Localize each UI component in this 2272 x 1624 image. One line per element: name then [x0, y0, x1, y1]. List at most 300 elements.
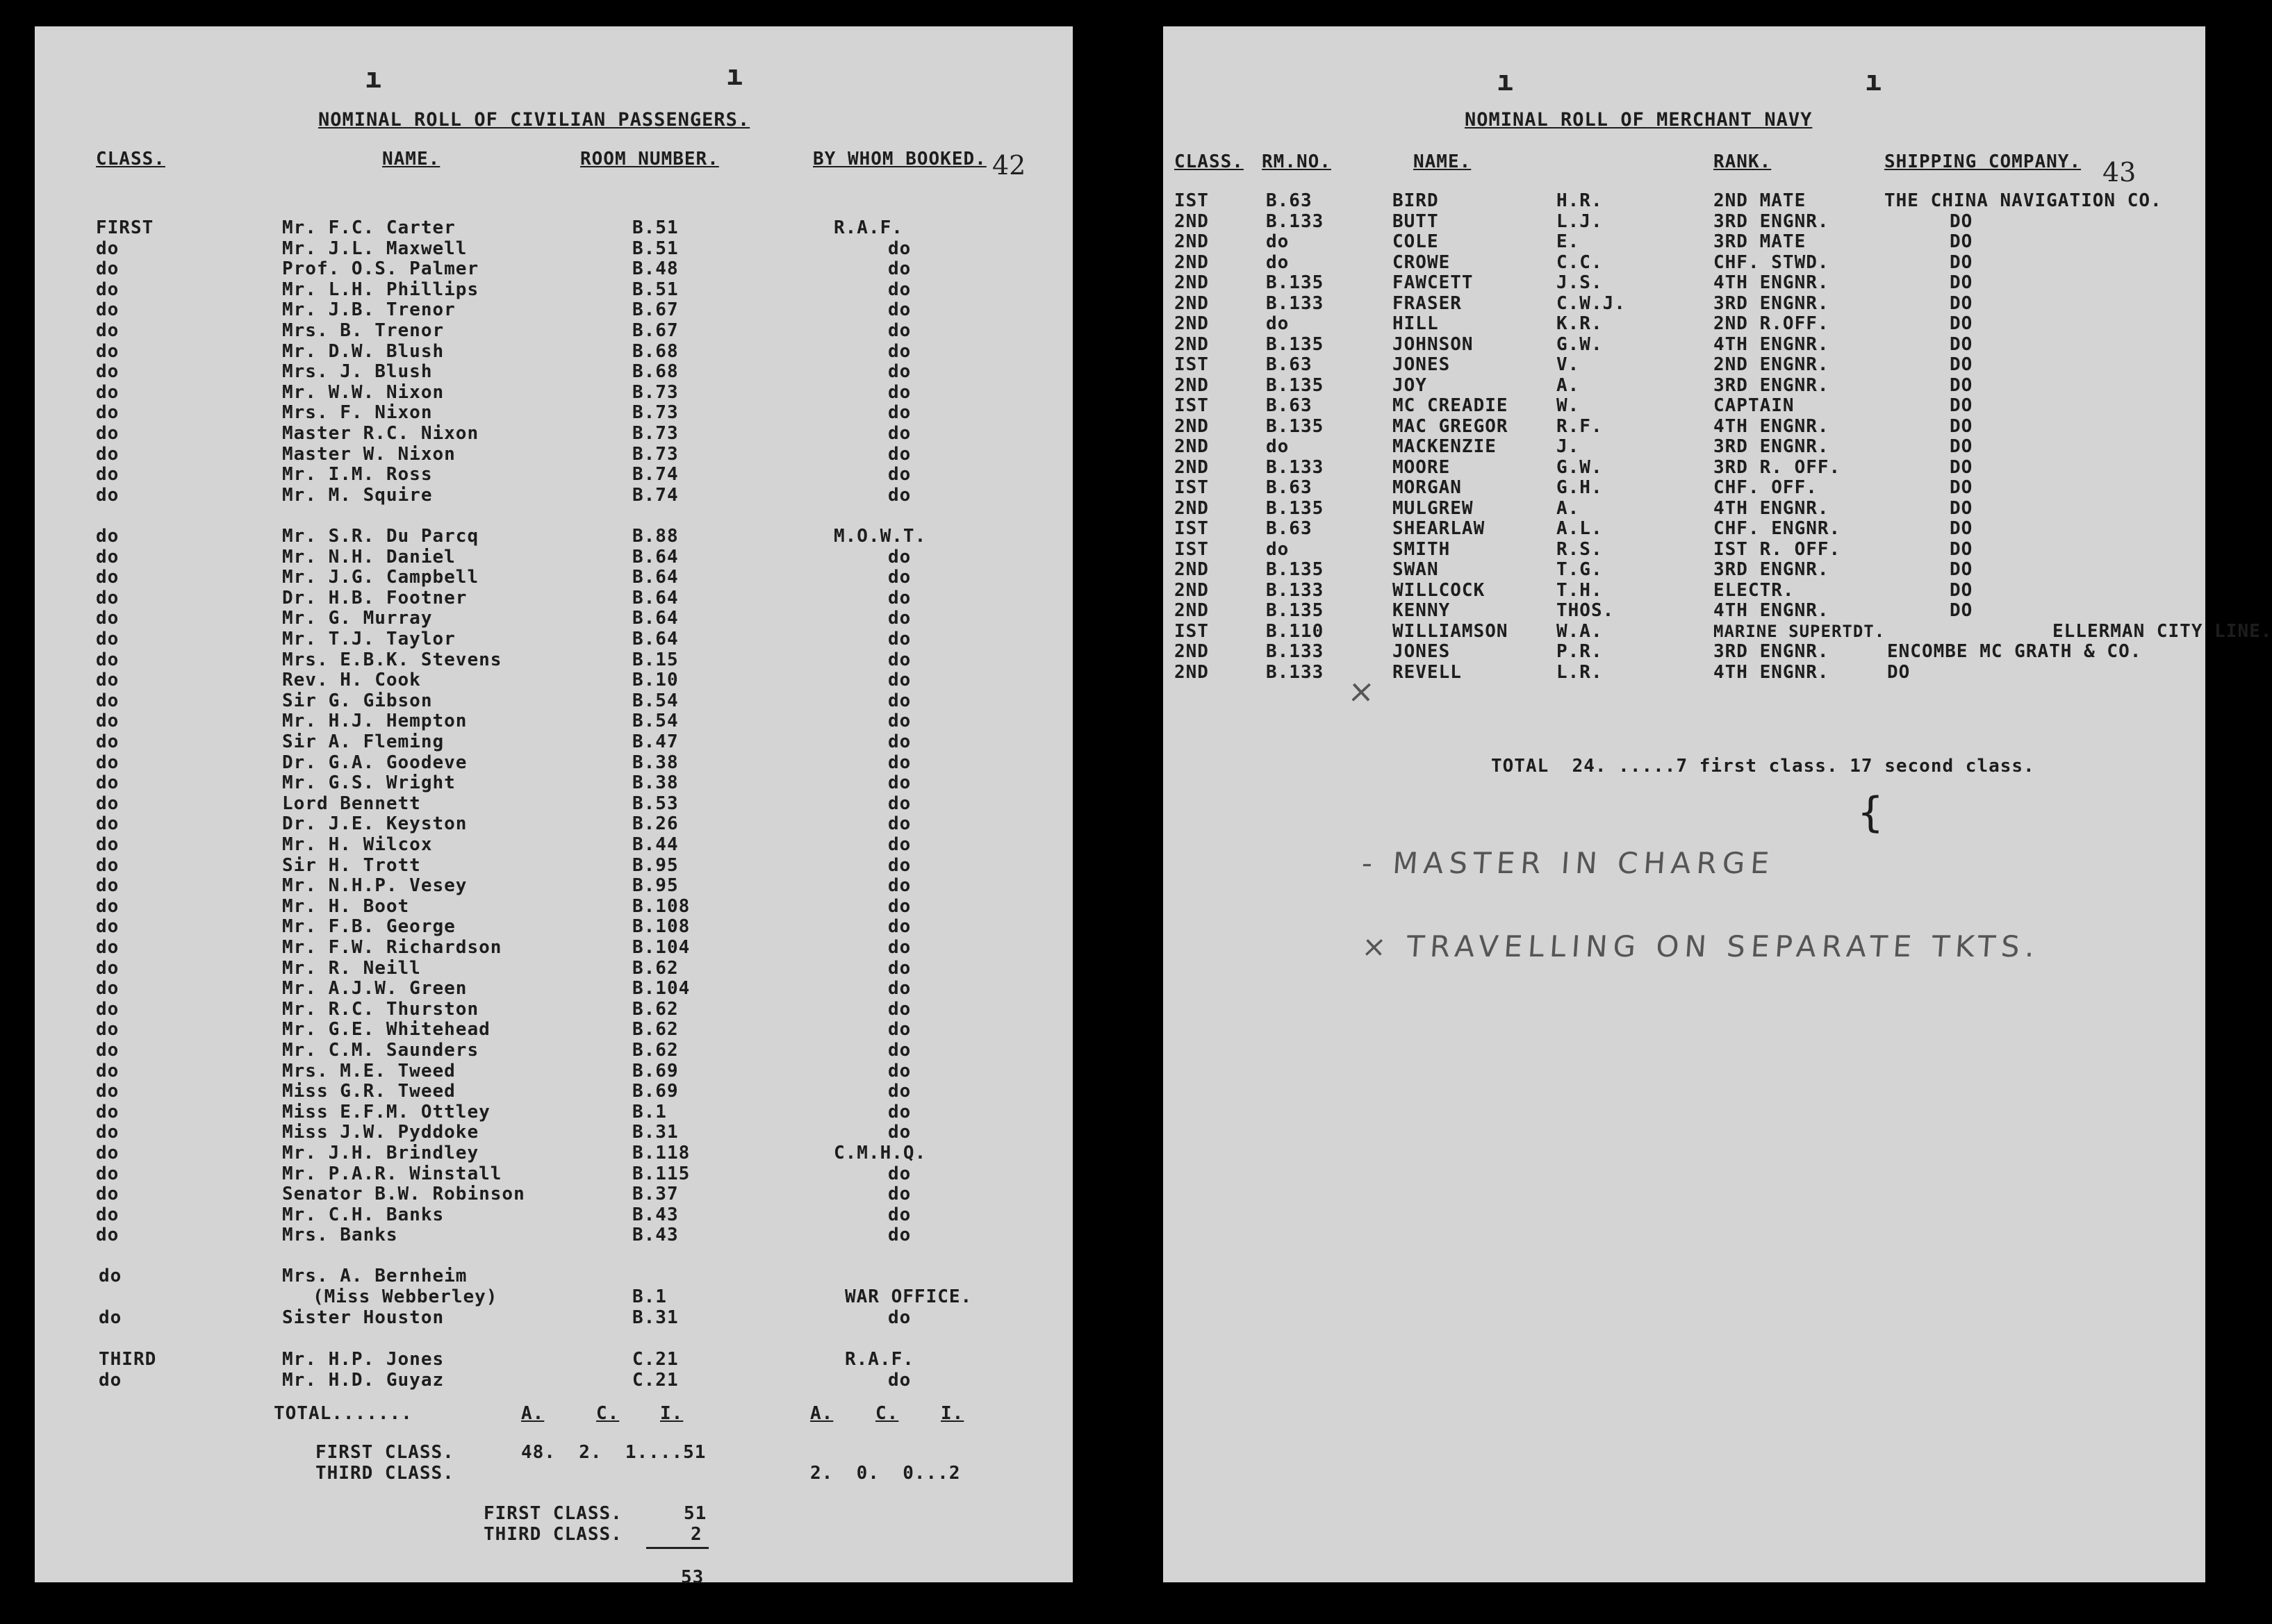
totals-third-class-values: 2. 0. 0...2 [810, 1463, 961, 1484]
row-room: B.64 [632, 567, 679, 588]
row-room: B.63 [1266, 395, 1312, 416]
row-shipping-company: DO [1950, 374, 1973, 396]
row-class: do [96, 423, 120, 444]
merchant-navy-total: TOTAL 24. .....7 first class. 17 second class. [1491, 756, 2035, 777]
row-room: B.51 [632, 217, 679, 238]
row-rank: 4TH ENGNR. [1713, 661, 1829, 683]
row-rank: 3RD R. OFF. [1713, 456, 1841, 478]
row-room: B.63 [1266, 190, 1312, 211]
row-room: B.133 [1266, 292, 1324, 314]
row-name: Mr. G. Murray [282, 608, 433, 629]
row-initials: C.C. [1556, 251, 1603, 273]
row-booked-by: do [888, 1225, 912, 1246]
row-name: Mrs. F. Nixon [282, 402, 433, 424]
row-class: IST [1174, 538, 1209, 560]
left-document-page [35, 26, 1073, 1588]
punch-mark: ı [1497, 65, 1514, 97]
column-header-name: NAME. [382, 149, 441, 169]
row-initials: C.W.J. [1556, 292, 1626, 314]
row-shipping-company: DO [1950, 497, 1973, 519]
summary-first-class-label: FIRST CLASS. [484, 1503, 623, 1524]
row-room: B.63 [1266, 518, 1312, 539]
row-class: do [96, 402, 120, 424]
row-booked-by: WAR OFFICE. [845, 1286, 973, 1307]
row-name: BIRD [1392, 190, 1439, 211]
row-initials: W.A. [1556, 620, 1603, 642]
row-name: Mr. J.B. Trenor [282, 299, 456, 321]
row-booked-by: do [888, 978, 912, 1000]
row-name: Mr. C.M. Saunders [282, 1040, 479, 1061]
row-shipping-company: DO [1950, 579, 1973, 601]
row-class: do [96, 238, 120, 259]
row-name: Mrs. J. Blush [282, 361, 433, 383]
row-room: B.62 [632, 1040, 679, 1061]
row-room: B.88 [632, 526, 679, 547]
row-room: B.31 [632, 1307, 679, 1328]
row-booked-by: do [888, 1019, 912, 1041]
row-room: B.133 [1266, 579, 1324, 601]
totals-third-class-label: THIRD CLASS. [315, 1463, 454, 1484]
row-room: B.64 [632, 629, 679, 649]
row-room: B.62 [632, 998, 679, 1020]
row-name: Mrs. A. Bernheim [282, 1266, 468, 1286]
row-room: B.67 [632, 320, 679, 341]
handwritten-note-separate-tickets: × TRAVELLING ON SEPARATE TKTS. [1360, 929, 2041, 963]
row-initials: T.H. [1556, 579, 1603, 601]
row-name: Mr. R.C. Thurston [282, 998, 479, 1020]
row-name: FRASER [1392, 292, 1462, 314]
row-room: B.69 [632, 1081, 679, 1102]
row-name: Sir A. Fleming [282, 731, 445, 752]
row-name: Mr. H. Boot [282, 895, 410, 917]
row-class: do [96, 279, 120, 300]
row-shipping-company: DO [1950, 333, 1973, 355]
row-shipping-company: DO [1950, 415, 1973, 437]
row-room: B.73 [632, 381, 679, 403]
row-room: B.26 [632, 813, 679, 835]
row-class: do [96, 772, 120, 794]
row-class: do [96, 834, 120, 855]
row-name: SMITH [1392, 538, 1451, 560]
row-booked-by: do [888, 1184, 912, 1205]
row-room: C.21 [632, 1349, 679, 1370]
row-booked-by: do [888, 854, 912, 876]
row-name: Mr. A.J.W. Green [282, 978, 468, 1000]
row-room: B.135 [1266, 374, 1324, 396]
row-room: B.135 [1266, 272, 1324, 293]
summary-third-class-value: 2 [691, 1524, 702, 1545]
row-shipping-company: DO [1950, 292, 1973, 314]
column-header-room: ROOM NUMBER. [580, 149, 719, 169]
row-room: B.73 [632, 423, 679, 444]
row-name: Mr. D.W. Blush [282, 340, 445, 362]
row-booked-by: do [888, 1060, 912, 1082]
row-rank: 2ND ENGNR. [1713, 354, 1829, 375]
row-rank: 3RD ENGNR. [1713, 292, 1829, 314]
row-booked-by: do [888, 752, 912, 773]
row-name: Mr. H. Wilcox [282, 834, 433, 855]
row-name: Mr. I.M. Ross [282, 464, 433, 486]
row-shipping-company: DO [1950, 518, 1973, 539]
row-name: Mr. N.H.P. Vesey [282, 875, 468, 897]
row-class: do [96, 587, 120, 608]
row-room: B.110 [1266, 620, 1324, 642]
row-name: Master W. Nixon [282, 443, 456, 465]
row-class: do [96, 813, 120, 835]
column-header-room: RM.NO. [1262, 151, 1331, 172]
row-room: B.135 [1266, 559, 1324, 580]
row-class: IST [1174, 395, 1209, 416]
row-rank: CHF. STWD. [1713, 251, 1829, 273]
row-room: B.67 [632, 299, 679, 321]
row-class: 2ND [1174, 600, 1209, 621]
row-class: do [96, 1122, 120, 1143]
row-booked-by: do [888, 238, 912, 259]
row-name: Miss J.W. Pyddoke [282, 1122, 479, 1143]
punch-mark: ı [365, 63, 382, 94]
row-name: Mr. M. Squire [282, 484, 433, 506]
row-class: 2ND [1174, 231, 1209, 252]
row-room: B.68 [632, 340, 679, 362]
row-name: KENNY [1392, 600, 1451, 621]
row-class: 2ND [1174, 313, 1209, 334]
row-room: B.37 [632, 1184, 679, 1205]
row-class: do [99, 1266, 122, 1286]
row-name: Mr. J.H. Brindley [282, 1143, 479, 1163]
row-booked-by: do [888, 381, 912, 403]
totals-col-c-third: C. [875, 1403, 899, 1424]
row-booked-by: do [888, 1204, 912, 1225]
row-room: B.68 [632, 361, 679, 383]
row-name: MOORE [1392, 456, 1451, 478]
row-name: Mr. W.W. Nixon [282, 381, 445, 403]
row-initials: V. [1556, 354, 1580, 375]
row-class: 2ND [1174, 415, 1209, 437]
row-name: FAWCETT [1392, 272, 1474, 293]
column-header-booked-by: BY WHOM BOOKED. [813, 149, 987, 169]
row-name: Mr. N.H. Daniel [282, 546, 456, 567]
row-booked-by: C.M.H.Q. [834, 1143, 927, 1163]
row-room: B.104 [632, 937, 691, 958]
row-shipping-company: DO [1950, 251, 1973, 273]
row-room: B.47 [632, 731, 679, 752]
left-title: NOMINAL ROLL OF CIVILIAN PASSENGERS. [318, 109, 750, 131]
row-room: B.64 [632, 546, 679, 567]
row-booked-by: do [888, 895, 912, 917]
right-document-page [1163, 26, 2272, 1582]
row-class: do [96, 690, 120, 711]
row-name: JONES [1392, 641, 1451, 662]
row-name: Mr. J.G. Campbell [282, 567, 479, 588]
row-booked-by: do [888, 402, 912, 424]
row-booked-by: do [888, 690, 912, 711]
row-initials: A. [1556, 497, 1580, 519]
summary-third-class-label: THIRD CLASS. [484, 1524, 623, 1545]
row-class: do [96, 731, 120, 752]
row-initials: K.R. [1556, 313, 1603, 334]
totals-col-i: I. [660, 1403, 684, 1424]
row-booked-by: do [888, 916, 912, 938]
row-booked-by: do [888, 957, 912, 979]
row-class: do [96, 608, 120, 629]
totals-first-class-values: 48. 2. 1....51 [521, 1442, 707, 1463]
row-class: do [96, 320, 120, 341]
row-shipping-company: DO [1887, 661, 1911, 683]
row-name: Dr. H.B. Footner [282, 587, 468, 608]
row-booked-by: do [888, 937, 912, 958]
row-class: do [96, 998, 120, 1020]
row-room: B.54 [632, 690, 679, 711]
row-initials: G.H. [1556, 477, 1603, 498]
row-name: Mr. C.H. Banks [282, 1204, 445, 1225]
row-room: B.108 [632, 916, 691, 938]
row-shipping-company: DO [1950, 210, 1973, 232]
punch-mark: ı [1865, 65, 1882, 97]
row-initials: R.F. [1556, 415, 1603, 437]
row-rank: ELECTR. [1713, 579, 1795, 601]
row-name: SHEARLAW [1392, 518, 1485, 539]
row-room: B.10 [632, 670, 679, 691]
row-class: do [96, 978, 120, 1000]
row-name: MULGREW [1392, 497, 1474, 519]
row-room: B.54 [632, 711, 679, 732]
row-class: do [96, 793, 120, 814]
row-booked-by: do [888, 731, 912, 752]
grand-total: 53 [681, 1567, 705, 1588]
row-class: do [96, 526, 120, 547]
row-booked-by: do [888, 1040, 912, 1061]
row-booked-by: do [888, 320, 912, 341]
row-booked-by: do [888, 711, 912, 732]
row-shipping-company: DO [1950, 538, 1973, 560]
row-rank: 2ND R.OFF. [1713, 313, 1829, 334]
row-name: JOHNSON [1392, 333, 1474, 355]
column-header-class: CLASS. [96, 149, 165, 169]
row-room: B.74 [632, 464, 679, 486]
row-class: FIRST [96, 217, 154, 238]
row-room: B.31 [632, 1122, 679, 1143]
row-class: do [96, 752, 120, 773]
row-shipping-company: DO [1950, 436, 1973, 457]
row-booked-by: do [888, 1370, 912, 1391]
row-name: BUTT [1392, 210, 1439, 232]
row-class: IST [1174, 620, 1209, 642]
row-class: do [96, 546, 120, 567]
row-name: Dr. J.E. Keyston [282, 813, 468, 835]
row-rank: 4TH ENGNR. [1713, 333, 1829, 355]
row-booked-by: do [888, 793, 912, 814]
row-shipping-company: THE CHINA NAVIGATION CO. [1884, 190, 2162, 211]
row-booked-by: do [888, 1101, 912, 1122]
row-room: B.133 [1266, 456, 1324, 478]
row-room: B.15 [632, 649, 679, 670]
row-class: do [96, 1225, 120, 1246]
row-room: B.48 [632, 258, 679, 280]
row-booked-by: do [888, 875, 912, 897]
row-class: do [96, 258, 120, 280]
row-rank: CAPTAIN [1713, 395, 1795, 416]
row-class: IST [1174, 354, 1209, 375]
row-rank: MARINE SUPERTDT. [1713, 621, 1886, 641]
totals-label: TOTAL....... [274, 1403, 413, 1424]
row-class: 2ND [1174, 272, 1209, 293]
row-room: do [1266, 436, 1290, 457]
row-room: B.53 [632, 793, 679, 814]
row-name: Mr. T.J. Taylor [282, 629, 456, 649]
row-name: COLE [1392, 231, 1439, 252]
row-booked-by: do [888, 813, 912, 835]
side-marker: × [1347, 672, 1379, 710]
row-room: B.1 [632, 1286, 667, 1307]
row-shipping-company: DO [1950, 477, 1973, 498]
row-class: do [96, 957, 120, 979]
row-name: Mrs. B. Trenor [282, 320, 445, 341]
row-booked-by: do [888, 1122, 912, 1143]
row-room: do [1266, 231, 1290, 252]
row-booked-by: do [888, 629, 912, 649]
row-name: Mr. J.L. Maxwell [282, 238, 468, 259]
row-rank: 3RD ENGNR. [1713, 559, 1829, 580]
row-name: WILLCOCK [1392, 579, 1485, 601]
row-name: Mr. F.B. George [282, 916, 456, 938]
row-class: 2ND [1174, 559, 1209, 580]
row-initials: G.W. [1556, 333, 1603, 355]
row-class: do [96, 875, 120, 897]
row-room: B.95 [632, 854, 679, 876]
row-name: Mrs. E.B.K. Stevens [282, 649, 502, 670]
row-rank: 3RD ENGNR. [1713, 374, 1829, 396]
row-room: B.44 [632, 834, 679, 855]
row-class: do [96, 629, 120, 649]
row-room: C.21 [632, 1370, 679, 1391]
row-booked-by: do [888, 1081, 912, 1102]
row-name: Sir H. Trott [282, 854, 421, 876]
row-room: B.108 [632, 895, 691, 917]
row-class: 2ND [1174, 456, 1209, 478]
row-name: MORGAN [1392, 477, 1462, 498]
row-class: do [96, 1040, 120, 1061]
row-rank: 3RD ENGNR. [1713, 641, 1829, 662]
row-name: Mr. P.A.R. Winstall [282, 1163, 502, 1184]
row-name: Sir G. Gibson [282, 690, 433, 711]
row-shipping-company: DO [1950, 354, 1973, 375]
totals-first-class-label: FIRST CLASS. [315, 1442, 454, 1463]
row-shipping-company: DO [1950, 231, 1973, 252]
row-room: do [1266, 251, 1290, 273]
row-room: B.73 [632, 443, 679, 465]
row-room: B.73 [632, 402, 679, 424]
page-number: 43 [2102, 157, 2137, 188]
row-room: B.51 [632, 279, 679, 300]
row-initials: T.G. [1556, 559, 1603, 580]
row-rank: 3RD ENGNR. [1713, 436, 1829, 457]
row-rank: 3RD ENGNR. [1713, 210, 1829, 232]
row-class: 2ND [1174, 436, 1209, 457]
row-initials: L.R. [1556, 661, 1603, 683]
row-booked-by: do [888, 834, 912, 855]
row-class: 2ND [1174, 251, 1209, 273]
row-class: do [96, 443, 120, 465]
row-class: do [96, 1204, 120, 1225]
row-name: SWAN [1392, 559, 1439, 580]
row-initials: J. [1556, 436, 1580, 457]
row-class: do [96, 1060, 120, 1082]
right-title: NOMINAL ROLL OF MERCHANT NAVY [1465, 109, 1813, 131]
row-room: B.135 [1266, 600, 1324, 621]
row-shipping-company: DO [1950, 600, 1973, 621]
row-initials: L.J. [1556, 210, 1603, 232]
row-booked-by: do [888, 340, 912, 362]
row-name: Mr. F.W. Richardson [282, 937, 502, 958]
row-room: do [1266, 538, 1290, 560]
row-room: B.133 [1266, 210, 1324, 232]
row-booked-by: R.A.F. [834, 217, 903, 238]
row-room: B.115 [632, 1163, 691, 1184]
row-name: Master R.C. Nixon [282, 423, 479, 444]
row-initials: A.L. [1556, 518, 1603, 539]
row-name: WILLIAMSON [1392, 620, 1508, 642]
row-room: B.133 [1266, 641, 1324, 662]
row-name: Mr. H.P. Jones [282, 1349, 445, 1370]
row-name: Rev. H. Cook [282, 670, 421, 691]
row-initials: E. [1556, 231, 1580, 252]
separate-tickets-brace: { [1858, 788, 1884, 837]
row-room: B.64 [632, 608, 679, 629]
row-class: 2ND [1174, 374, 1209, 396]
row-shipping-company: ENCOMBE MC GRATH & CO. [1887, 641, 2142, 662]
row-name: Dr. G.A. Goodeve [282, 752, 468, 773]
row-class: 2ND [1174, 579, 1209, 601]
row-name: Mr. G.S. Wright [282, 772, 456, 794]
row-class: do [96, 299, 120, 321]
row-booked-by: do [888, 464, 912, 486]
totals-col-a-third: A. [810, 1403, 834, 1424]
row-room: B.69 [632, 1060, 679, 1082]
row-class: do [96, 670, 120, 691]
row-booked-by: do [888, 772, 912, 794]
row-class: do [96, 854, 120, 876]
row-class: 2ND [1174, 641, 1209, 662]
row-class: do [96, 1101, 120, 1122]
row-booked-by: M.O.W.T. [834, 526, 927, 547]
row-room: B.63 [1266, 477, 1312, 498]
row-booked-by: do [888, 484, 912, 506]
totals-col-c: C. [596, 1403, 620, 1424]
row-room: B.43 [632, 1225, 679, 1246]
row-booked-by: do [888, 546, 912, 567]
punch-mark: ı [726, 60, 743, 92]
row-class: IST [1174, 477, 1209, 498]
row-class: do [96, 649, 120, 670]
row-booked-by: do [888, 608, 912, 629]
totals-col-a: A. [521, 1403, 545, 1424]
row-class: do [96, 1019, 120, 1041]
row-room: B.135 [1266, 333, 1324, 355]
row-room: B.63 [1266, 354, 1312, 375]
row-room: B.118 [632, 1143, 691, 1163]
row-initials: W. [1556, 395, 1580, 416]
row-booked-by: do [888, 649, 912, 670]
column-header-shipping-company: SHIPPING COMPANY. [1884, 151, 2082, 172]
column-header-class: CLASS. [1174, 151, 1244, 172]
row-room: B.133 [1266, 661, 1324, 683]
row-initials: H.R. [1556, 190, 1603, 211]
row-room: do [1266, 313, 1290, 334]
handwritten-note-master: - MASTER IN CHARGE [1360, 846, 1776, 880]
row-shipping-company: DO [1950, 456, 1973, 478]
row-room: B.43 [632, 1204, 679, 1225]
row-rank: 3RD MATE [1713, 231, 1806, 252]
